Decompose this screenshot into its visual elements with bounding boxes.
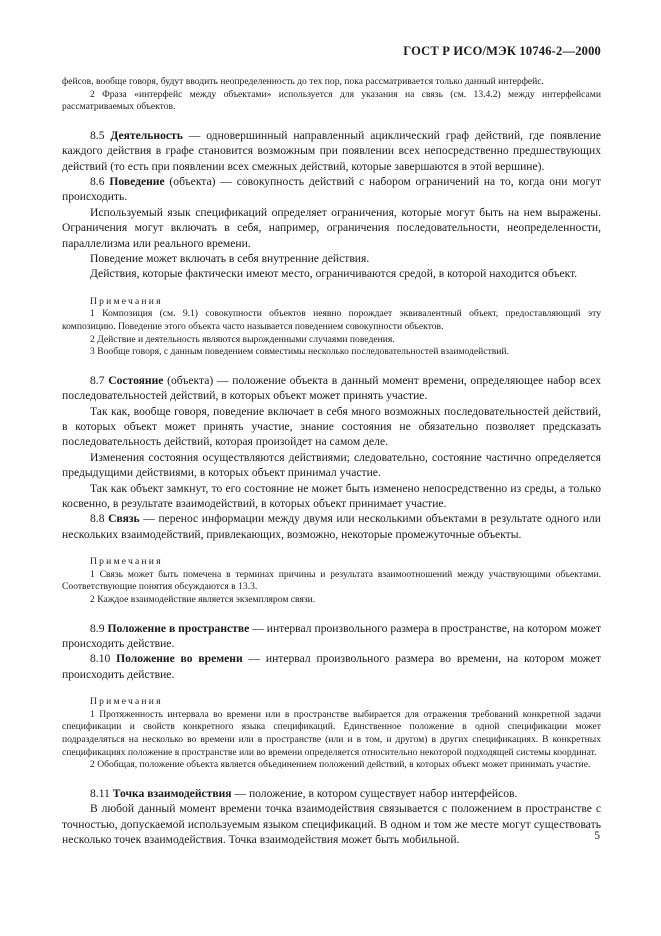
section-number: 8.8 <box>90 512 105 526</box>
section-8-11 <box>62 786 601 801</box>
definition-text: — интервал произвольного размера в пространстве, на котором может происходить действие. <box>62 621 602 651</box>
section-number: 8.5 <box>90 128 105 142</box>
note-item: 3 Вообще говоря, с данным поведением совместимы несколько последовательностей взаимодействий. <box>90 346 509 358</box>
page-content <box>62 76 601 847</box>
document-code-header: ГОСТ Р ИСО/МЭК 10746-2—2000 <box>403 44 601 58</box>
term-behaviour: Поведение <box>109 175 165 188</box>
paragraph: Так как объект замкнут, то его состояние не может быть изменено непосредственно из среды, а только косвенно, в результате взаимодействий, в которых объект принимает участие. <box>62 481 601 511</box>
paragraph: Поведение может включать в себя внутренние действия. <box>90 252 370 266</box>
term-interaction-point: Точка взаимодействия <box>112 786 232 800</box>
definition-text: — одновершинный направленный ациклический граф действий, где появление каждого действия в графе становится возможным при появлении всех непосредственно предшествующих действий (то есть при появлении всех смежных действий, которые завершаются в этой вершине). <box>62 128 601 173</box>
term-location-in-time: Положение во времени <box>116 652 243 666</box>
section-number: 8.10 <box>90 652 111 666</box>
term-communication: Связь <box>108 512 140 526</box>
note-item: 1 Связь может быть помечена в терминах причины и результата взаимоотношений между участвующими объектами. Соответствующие понятия обсуждаются в 13.3. <box>62 568 601 593</box>
section-8-8 <box>62 511 601 542</box>
definition-text: (объекта) — совокупность действий с набором ограничений на то, когда они могут происходить. <box>62 175 602 204</box>
paragraph: Используемый язык спецификаций определяет ограничения, которые могут быть на нем выражены. Ограничения могут включать в себя, например, ограничения последовательности, неопределенности, параллелизма или реального времени. <box>62 205 601 250</box>
definition-text: — перенос информации между двумя или несколькими объектами в результате одного или нескольких взаимодействий, привлекающих, возможно, некоторые промежуточные объекты. <box>62 512 601 541</box>
paragraph: Так как, вообще говоря, поведение включает в себя много возможных последовательностей действий, в которых объект может принять участие, знание состояния не обязательно позволяет предсказать последовательность действий, которая произойдет на самом деле. <box>62 404 601 449</box>
section-number: 8.6 <box>90 175 105 188</box>
definition-text: — интервал произвольного размера во времени, на котором может происходить действие. <box>62 652 601 681</box>
paragraph: В любой данный момент времени точка взаимодействия связывается с положением в пространстве с точностью, допускаемой используемым языком спецификаций. В одном и том же месте могут существовать несколько точек взаимодействия. Точка взаимодействия может быть мобильной. <box>62 802 601 847</box>
term-state: Состояние <box>108 373 164 387</box>
section-8-9 <box>62 621 601 652</box>
notes-title: Примечания <box>90 696 163 708</box>
term-location-in-space: Положение в пространстве <box>107 621 250 635</box>
section-8-6 <box>62 174 601 205</box>
page-number: 5 <box>594 830 600 842</box>
note-item: 2 Обобщая, положение объекта является объединением положений действий, в которых объект может принимать участие. <box>90 759 591 771</box>
section-number: 8.7 <box>90 373 105 387</box>
section-number: 8.11 <box>90 786 110 800</box>
section-8-7 <box>62 373 601 404</box>
paragraph: Изменения состояния осуществляются действиями; следовательно, состояние частично определяется предыдущими действиями, в которых объект принимал участие. <box>62 450 601 480</box>
note-item: 2 Каждое взаимодействие является экземпляром связи. <box>90 594 316 606</box>
definition-text: — положение, в котором существует набор интерфейсов. <box>231 786 518 800</box>
definition-text: (объекта) — положение объекта в данный момент времени, определяющее набор всех последовательностей действий, в которых объект может принять участие. <box>62 373 601 403</box>
section-number: 8.9 <box>90 621 105 635</box>
paragraph: Действия, которые фактически имеют место, ограничиваются средой, в которой находится объект. <box>90 267 578 281</box>
notes-title: Примечания <box>90 295 163 307</box>
section-8-5 <box>62 128 601 174</box>
note-item: 2 Действие и деятельность являются вырожденными случаями поведения. <box>90 333 395 345</box>
note-continuation: фейсов, вообще говоря, будут вводить неопределенность до тех пор, пока рассматривается только данный интерфейс. <box>62 76 544 87</box>
notes-title: Примечания <box>90 556 163 568</box>
note-2: 2 Фраза «интерфейс между объектами» используется для указания на связь (см. 13.4.2) между интерфейсами рассматриваемых объектов. <box>62 88 601 113</box>
section-8-10 <box>62 651 601 682</box>
note-item: 1 Композиция (см. 9.1) совокупности объектов неявно порождает эквивалентный объект, предоставляющий эту композицию. Поведение этого объекта часто называется поведением совокупности объектов. <box>62 308 601 333</box>
note-item: 1 Протяженность интервала во времени или в пространстве выбирается для отражения требований конкретной задачи спецификации и свойств конкретного языка спецификаций. Единственное положение в одной спецификации может подразделяться на несколько во времени или в пространстве (или и в том, и другом) в других спецификациях. В конкретных спецификациях положение в пространстве или во времени определяется относительно некоторой подходящей системы координат. <box>62 708 601 758</box>
term-activity: Деятельность <box>110 128 183 142</box>
